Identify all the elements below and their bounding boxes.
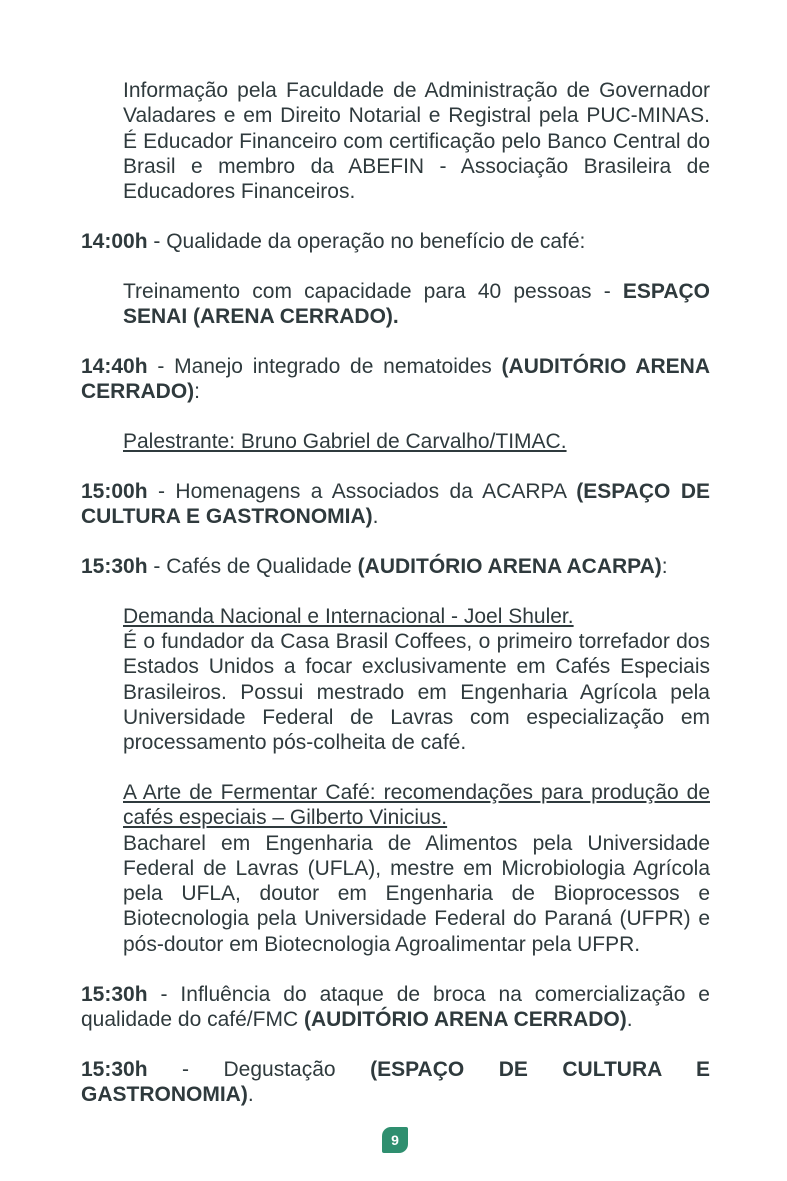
talk-bio: É o fundador da Casa Brasil Coffees, o primeiro torrefador dos Estados Unidos a focar exclusivamente em Cafés Especiais Brasileiros. Possui mestrado em Engenharia Agrícola pela Universidade Federal de Lavras com especialização em processamento pós-colheita de café. (123, 629, 710, 755)
entry-venue: (AUDITÓRIO ARENA CERRADO) (81, 354, 711, 404)
spacer (81, 579, 710, 604)
schedule-entry-1530-degustacao (81, 1057, 710, 1108)
entry-time: 14:40h (81, 354, 148, 378)
schedule-entry-1530-broca (81, 982, 710, 1033)
spacer (81, 529, 710, 554)
page-number-badge: 9 (382, 1127, 408, 1153)
spacer (81, 1032, 710, 1057)
spacer (81, 204, 710, 229)
entry-time: 14:00h (81, 229, 148, 253)
entry-time: 15:30h (81, 554, 148, 578)
intro-paragraph: Informação pela Faculdade de Administração de Governador Valadares e em Direito Notarial e Registral pela PUC-MINAS. É Educador Financeiro com certificação pelo Banco Central do Brasil e membro da ABEFIN - Associação Brasileira de Educadores Financeiros. (123, 79, 710, 204)
spacer (81, 957, 710, 982)
entry-venue: (AUDITÓRIO ARENA CERRADO) (303, 1007, 627, 1031)
training-note (123, 279, 710, 330)
entry-time: 15:30h (81, 1057, 148, 1081)
schedule-entry-1500 (81, 479, 710, 530)
speaker-name: Palestrante: Bruno Gabriel de Carvalho/TIMAC. (123, 429, 567, 453)
talk-block (123, 780, 710, 957)
schedule-content (81, 78, 710, 1107)
training-venue: ESPAÇO SENAI (ARENA CERRADO). (123, 279, 710, 329)
talk-block (123, 604, 710, 756)
schedule-entry-1440 (81, 354, 710, 405)
entry-title: - Influência do ataque de broca na comercialização e qualidade do café/FMC (81, 982, 710, 1031)
spacer (81, 404, 710, 429)
training-text: Treinamento com capacidade para 40 pessoas - (123, 279, 623, 303)
entry-title: - Degustação (147, 1057, 371, 1081)
entry-time: 15:30h (81, 982, 148, 1006)
entry-punctuation: : (194, 380, 201, 404)
entry-punctuation: . (372, 505, 379, 529)
talk-bio: Bacharel em Engenharia de Alimentos pela Universidade Federal de Lavras (UFLA), mestre em Microbiologia Agrícola pela UFLA, doutor em Engenharia de Bioprocessos e Biotecnologia pela Universidade Federal do Paraná (UFPR) e pós-doutor em Biotecnologia Agroalimentar pela UFPR. (123, 831, 710, 956)
speaker-line (123, 429, 710, 454)
talk-title: Demanda Nacional e Internacional - Joel Shuler. (123, 604, 574, 628)
entry-title: - Cafés de Qualidade (147, 554, 358, 578)
entry-punctuation: : (661, 554, 668, 578)
entry-venue: (AUDITÓRIO ARENA ACARPA) (357, 554, 662, 578)
entry-punctuation: . (626, 1007, 633, 1031)
entry-time: 15:00h (81, 479, 148, 503)
entry-punctuation: . (247, 1082, 254, 1106)
entry-title: - Qualidade da operação no benefício de café: (147, 229, 586, 253)
entry-venue: (ESPAÇO DE CULTURA E GASTRONOMIA) (81, 479, 710, 529)
schedule-entry-1400 (81, 229, 710, 254)
talk-title: A Arte de Fermentar Café: recomendações para produção de cafés especiais – Gilberto Vinicius. (123, 780, 710, 830)
entry-venue: (ESPAÇO DE CULTURA E GASTRONOMIA) (81, 1057, 711, 1106)
entry-title: - Manejo integrado de nematoides (147, 354, 502, 378)
spacer (81, 755, 710, 780)
spacer (81, 329, 710, 354)
spacer (81, 254, 710, 279)
schedule-entry-1530-cafes (81, 554, 710, 579)
entry-title: - Homenagens a Associados da ACARPA (147, 479, 577, 503)
spacer (81, 454, 710, 479)
